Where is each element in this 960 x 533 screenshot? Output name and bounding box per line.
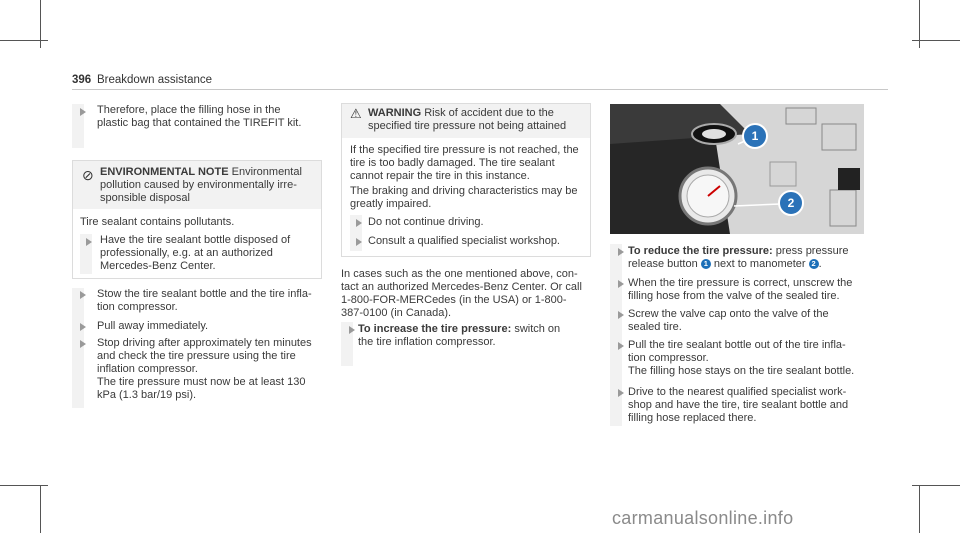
section-title: Breakdown assistance [97, 74, 213, 86]
step-arrow-icon [356, 238, 362, 246]
step-label: To reduce the tire pressure: [628, 245, 773, 257]
step-desc: switch on the tire inflation compressor. [358, 323, 561, 348]
warning-desc: Risk of accident due to the specified tire pressure not being attained [368, 107, 567, 132]
warning-paragraph: The braking and driving characteristics may be greatly impaired. [350, 185, 578, 210]
environmental-note-step: Have the tire sealant bottle disposed of professionally, e.g. at an authorized Mercedes-Benz Center. [100, 234, 291, 272]
step-text: Stow the tire sealant bottle and the tire infla- tion compressor. [97, 288, 312, 313]
contact-paragraph: In cases such as the one mentioned above, con- tact an authorized Mercedes-Benz Center. Or call 1-800-FOR-MERCedes (in the USA) or 1-800-387-0100 (in Canada). [341, 268, 582, 319]
callout-2-inline: 2 [809, 259, 819, 269]
step-text: Pull away immediately. [97, 320, 209, 332]
step-text: When the tire pressure is correct, unscrew the filling hose from the valve of the sealed tire. [628, 277, 853, 302]
warning-icon: ⚠ [350, 106, 362, 121]
step-desc: press pressure release button [628, 245, 849, 270]
step-text: Therefore, place the filling hose in the plastic bag that contained the TIREFIT kit. [97, 104, 302, 129]
callout-1-inline: 1 [701, 259, 711, 269]
step-arrow-icon [86, 238, 92, 246]
watermark: carmanualsonline.info [612, 508, 794, 528]
step-text [628, 245, 863, 271]
environmental-note-title: ENVIRONMENTAL NOTE [100, 166, 229, 178]
step-arrow-icon [80, 291, 86, 299]
environmental-note-body: Tire sealant contains pollutants. [80, 216, 235, 228]
environmental-note-text [100, 166, 310, 205]
step-text: Drive to the nearest qualified specialist work- shop and have the tire, tire sealant bottle and filling hose replaced there. [628, 386, 849, 424]
step-text: Screw the valve cap onto the valve of the sealed tire. [628, 308, 829, 333]
header-divider [72, 89, 888, 90]
warning-step: Do not continue driving. [368, 216, 484, 228]
warning-text [368, 107, 583, 133]
step-label: To increase the tire pressure: [358, 323, 512, 335]
step-desc: . [818, 258, 822, 270]
compressor-illustration [610, 104, 864, 234]
step-arrow-icon [618, 342, 624, 350]
environmental-note-desc: Environmental pollution caused by environmentally irre- sponsible disposal [100, 166, 302, 204]
callout-1: 1 [742, 123, 768, 149]
step-arrow-icon [618, 248, 624, 256]
step-note: The tire pressure must now be at least 130 kPa (1.3 bar/19 psi). [97, 376, 306, 401]
compressor-photo [610, 104, 864, 234]
steps-bar [610, 244, 622, 426]
step-arrow-icon [80, 340, 86, 348]
step-text: Pull the tire sealant bottle out of the tire infla- tion compressor. [628, 339, 846, 364]
step-arrow-icon [618, 389, 624, 397]
step-text: Stop driving after approximately ten minutes and check the tire pressure using the tire inflation compressor. [97, 337, 312, 375]
step-desc: next to manometer [713, 258, 806, 270]
warning-step: Consult a qualified specialist workshop. [368, 235, 560, 247]
callout-2: 2 [778, 190, 804, 216]
step-arrow-icon [80, 323, 86, 331]
steps-bar [72, 288, 84, 408]
warning-paragraph: If the specified tire pressure is not reached, the tire is too badly damaged. The tire sealant cannot repair the tire in this instance. [350, 144, 579, 182]
page-number: 396 [72, 74, 92, 86]
warning-title: WARNING [368, 107, 422, 119]
step-text [358, 323, 578, 349]
environment-icon: ⊘ [82, 167, 94, 183]
step-arrow-icon [356, 219, 362, 227]
step-arrow-icon [618, 311, 624, 319]
step-arrow-icon [618, 280, 624, 288]
step-arrow-icon [80, 108, 86, 116]
step-note: The filling hose stays on the tire sealant bottle. [628, 365, 855, 377]
step-arrow-icon [349, 326, 355, 334]
